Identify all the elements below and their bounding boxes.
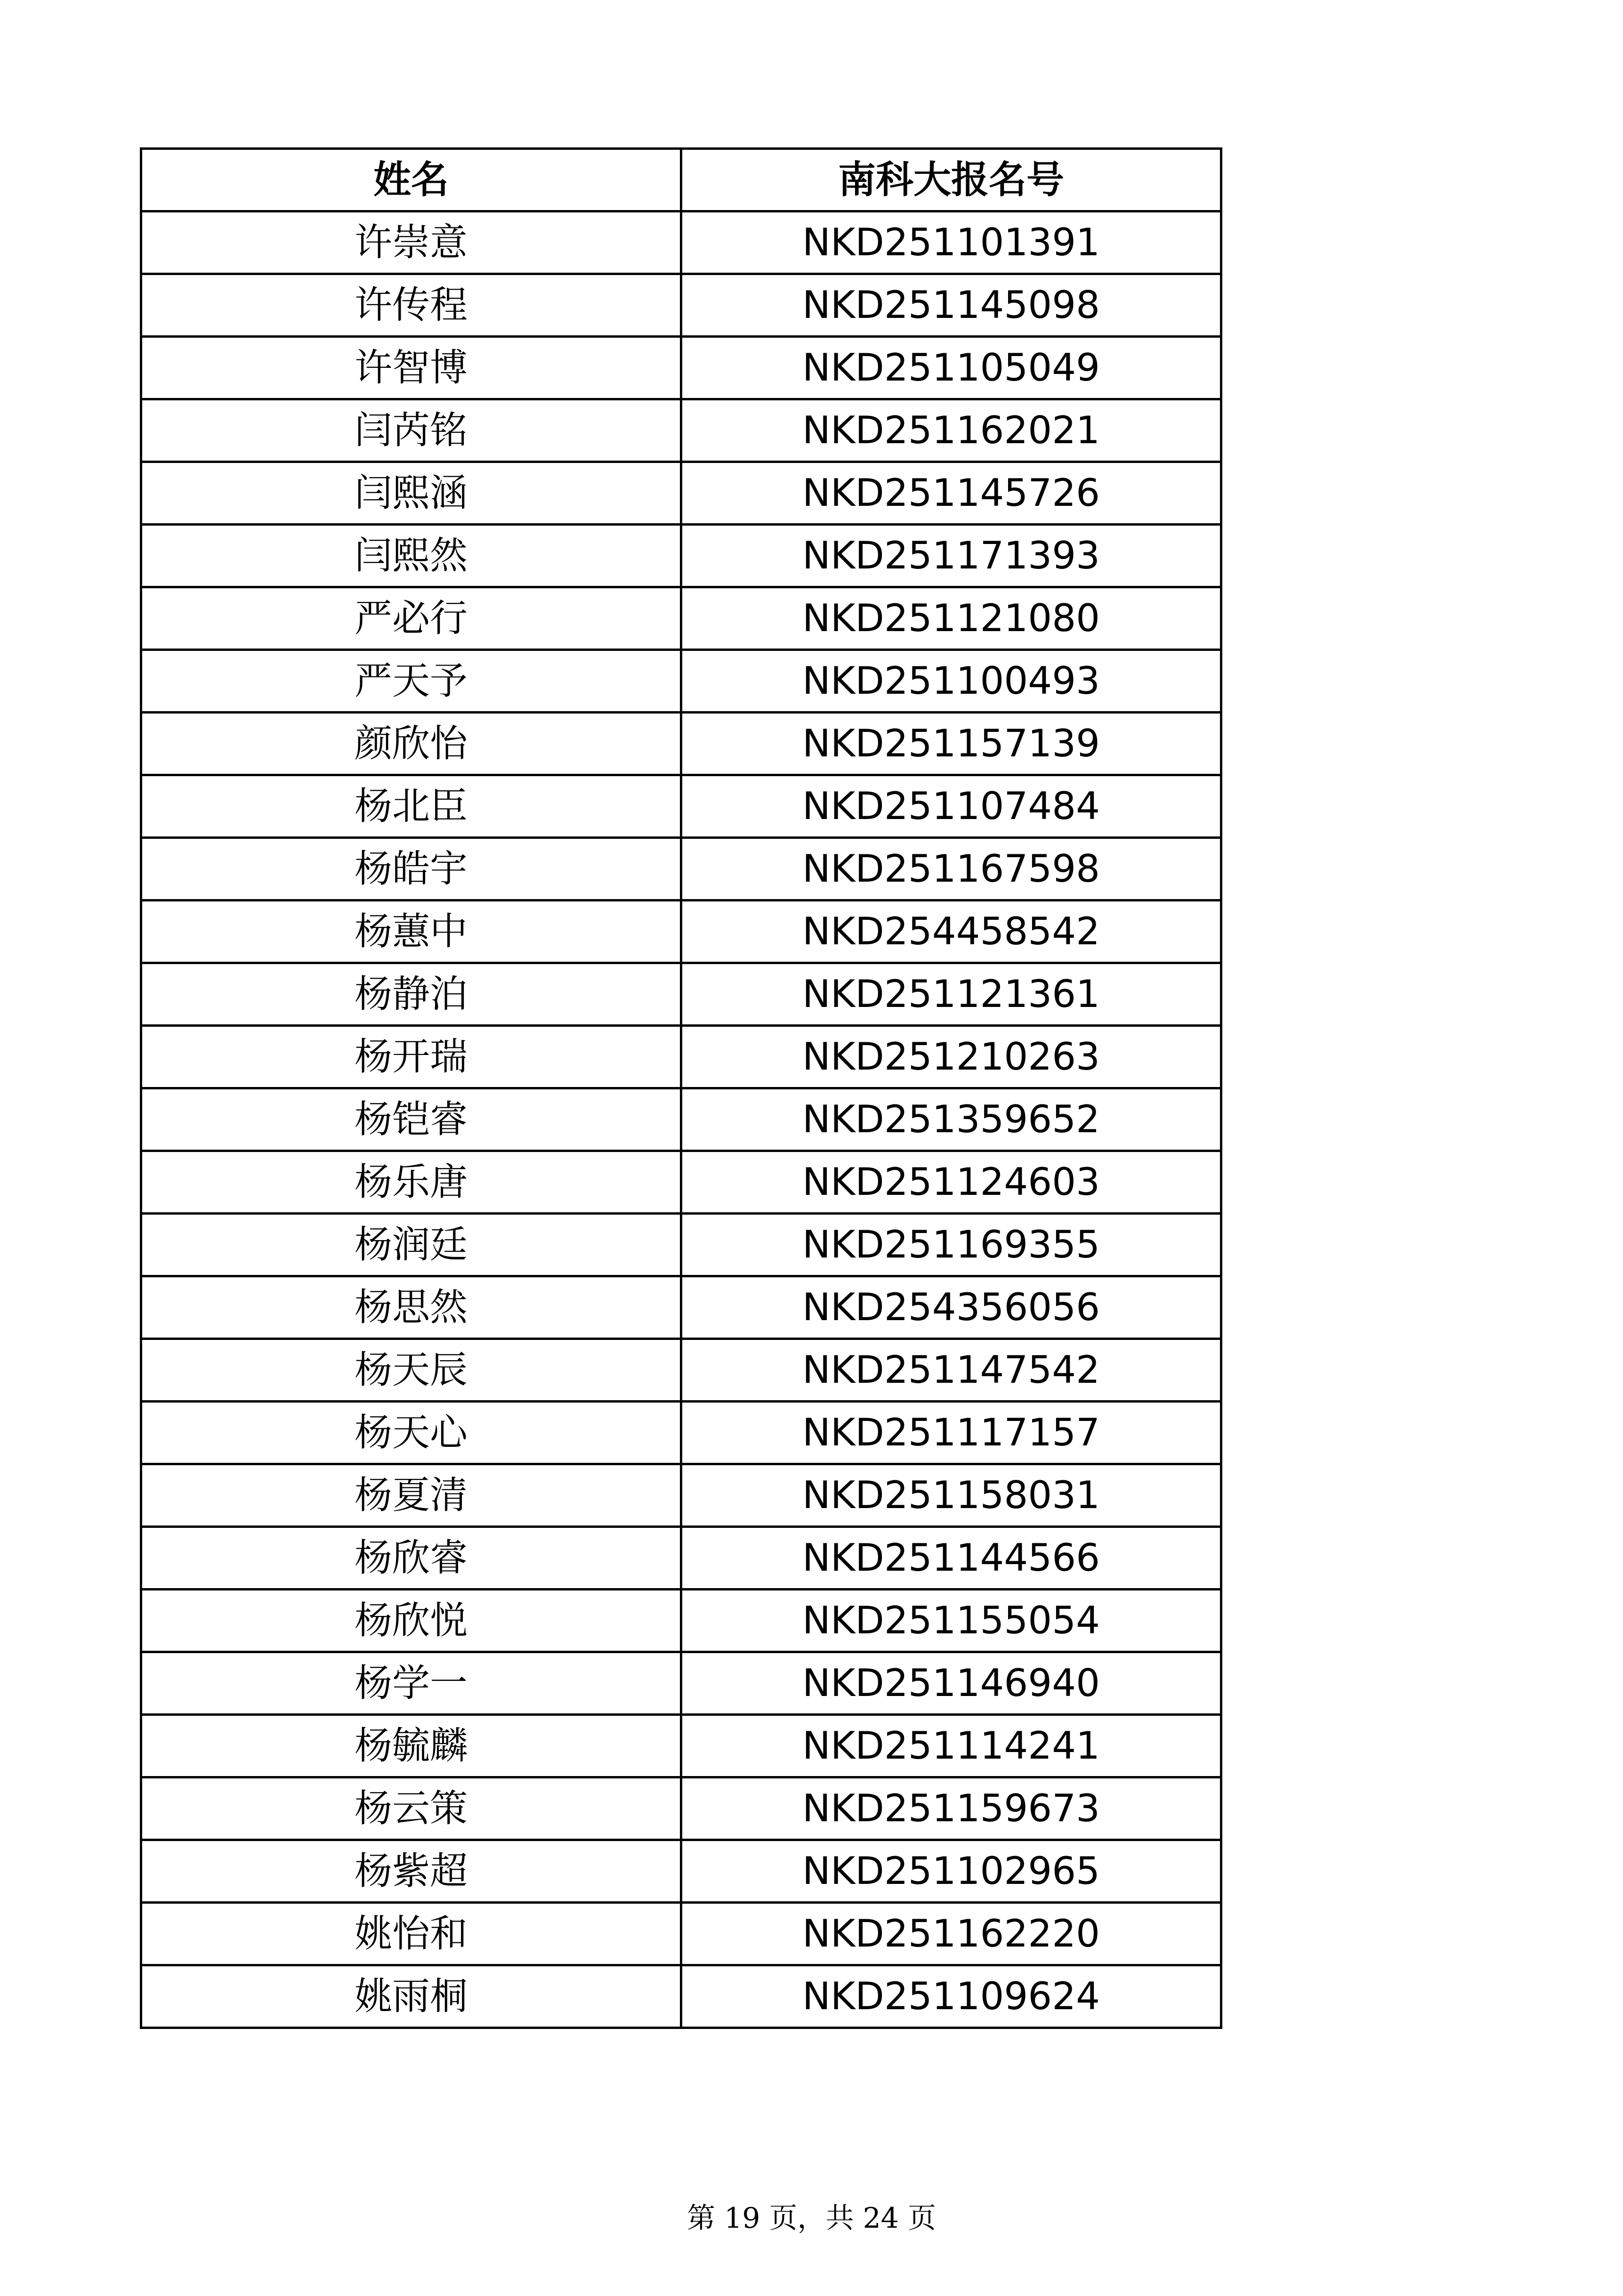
registration-number-cell: NKD251359652 <box>681 1088 1221 1151</box>
student-name-cell: 杨润廷 <box>141 1214 681 1276</box>
registration-number-cell: NKD251117157 <box>681 1402 1221 1464</box>
table-row <box>141 1903 1221 1965</box>
table-row <box>141 1088 1221 1151</box>
table-row <box>141 901 1221 963</box>
table-body <box>141 211 1221 2028</box>
column-header-name: 姓名 <box>141 149 681 211</box>
student-name-cell: 杨欣悦 <box>141 1590 681 1652</box>
registration-number-cell: NKD251167598 <box>681 838 1221 901</box>
registration-number-cell: NKD251109624 <box>681 1965 1221 2028</box>
table-row <box>141 1402 1221 1464</box>
student-name-cell: 杨开瑞 <box>141 1026 681 1088</box>
table-row <box>141 1464 1221 1527</box>
student-name-cell: 杨皓宇 <box>141 838 681 901</box>
registration-number-cell: NKD251162021 <box>681 399 1221 462</box>
registration-number-cell: NKD251124603 <box>681 1151 1221 1214</box>
table-row <box>141 1590 1221 1652</box>
roster-table <box>140 147 1222 2029</box>
student-name-cell: 闫熙涵 <box>141 462 681 525</box>
table-row <box>141 1840 1221 1903</box>
student-name-cell: 杨学一 <box>141 1652 681 1715</box>
student-name-cell: 杨思然 <box>141 1276 681 1339</box>
registration-number-cell: NKD251158031 <box>681 1464 1221 1527</box>
student-name-cell: 颜欣怡 <box>141 713 681 775</box>
student-name-cell: 杨蕙中 <box>141 901 681 963</box>
student-name-cell: 许传程 <box>141 274 681 337</box>
registration-number-cell: NKD251101391 <box>681 211 1221 274</box>
student-name-cell: 闫熙然 <box>141 525 681 587</box>
table-row <box>141 1652 1221 1715</box>
student-name-cell: 闫芮铭 <box>141 399 681 462</box>
registration-number-cell: NKD251162220 <box>681 1903 1221 1965</box>
table-row <box>141 963 1221 1026</box>
registration-number-cell: NKD251159673 <box>681 1777 1221 1840</box>
column-header-registration-number: 南科大报名号 <box>681 149 1221 211</box>
student-name-cell: 姚怡和 <box>141 1903 681 1965</box>
student-name-cell: 杨云策 <box>141 1777 681 1840</box>
registration-number-cell: NKD251100493 <box>681 650 1221 713</box>
table-row <box>141 1527 1221 1590</box>
table-row <box>141 838 1221 901</box>
student-name-cell: 杨欣睿 <box>141 1527 681 1590</box>
table-row <box>141 587 1221 650</box>
registration-number-cell: NKD251157139 <box>681 713 1221 775</box>
table-row <box>141 1276 1221 1339</box>
registration-number-cell: NKD251210263 <box>681 1026 1221 1088</box>
table-row <box>141 1339 1221 1402</box>
registration-number-cell: NKD251146940 <box>681 1652 1221 1715</box>
table-row <box>141 462 1221 525</box>
registration-number-cell: NKD254458542 <box>681 901 1221 963</box>
registration-number-cell: NKD251144566 <box>681 1527 1221 1590</box>
table-row <box>141 1214 1221 1276</box>
student-name-cell: 杨毓麟 <box>141 1715 681 1777</box>
table-row <box>141 1151 1221 1214</box>
student-name-cell: 杨铠睿 <box>141 1088 681 1151</box>
registration-number-cell: NKD251147542 <box>681 1339 1221 1402</box>
table-row <box>141 1715 1221 1777</box>
student-name-cell: 杨北臣 <box>141 775 681 838</box>
registration-number-cell: NKD251107484 <box>681 775 1221 838</box>
table-row <box>141 775 1221 838</box>
registration-number-cell: NKD251171393 <box>681 525 1221 587</box>
registration-number-cell: NKD251121361 <box>681 963 1221 1026</box>
table-row <box>141 713 1221 775</box>
registration-number-cell: NKD251155054 <box>681 1590 1221 1652</box>
table-row <box>141 1026 1221 1088</box>
registration-number-cell: NKD251145726 <box>681 462 1221 525</box>
registration-number-cell: NKD254356056 <box>681 1276 1221 1339</box>
registration-number-cell: NKD251114241 <box>681 1715 1221 1777</box>
table-row <box>141 525 1221 587</box>
page-footer <box>0 2202 1623 2235</box>
table-row <box>141 1965 1221 2028</box>
table-row <box>141 337 1221 399</box>
table-row <box>141 399 1221 462</box>
student-name-cell: 姚雨桐 <box>141 1965 681 2028</box>
student-name-cell: 杨夏清 <box>141 1464 681 1527</box>
table-row <box>141 274 1221 337</box>
registration-number-cell: NKD251102965 <box>681 1840 1221 1903</box>
table-header-row <box>141 149 1221 211</box>
student-name-cell: 严天予 <box>141 650 681 713</box>
student-name-cell: 杨乐唐 <box>141 1151 681 1214</box>
registration-number-cell: NKD251121080 <box>681 587 1221 650</box>
student-name-cell: 杨天辰 <box>141 1339 681 1402</box>
table-row <box>141 1777 1221 1840</box>
student-name-cell: 严必行 <box>141 587 681 650</box>
registration-number-cell: NKD251105049 <box>681 337 1221 399</box>
student-name-cell: 杨天心 <box>141 1402 681 1464</box>
student-name-cell: 杨紫超 <box>141 1840 681 1903</box>
registration-number-cell: NKD251145098 <box>681 274 1221 337</box>
student-name-cell: 杨静泊 <box>141 963 681 1026</box>
page-number-text: 第 19 页，共 24 页 <box>687 2202 936 2235</box>
student-name-cell: 许崇意 <box>141 211 681 274</box>
registration-number-cell: NKD251169355 <box>681 1214 1221 1276</box>
student-name-cell: 许智博 <box>141 337 681 399</box>
table-row <box>141 650 1221 713</box>
table-row <box>141 211 1221 274</box>
